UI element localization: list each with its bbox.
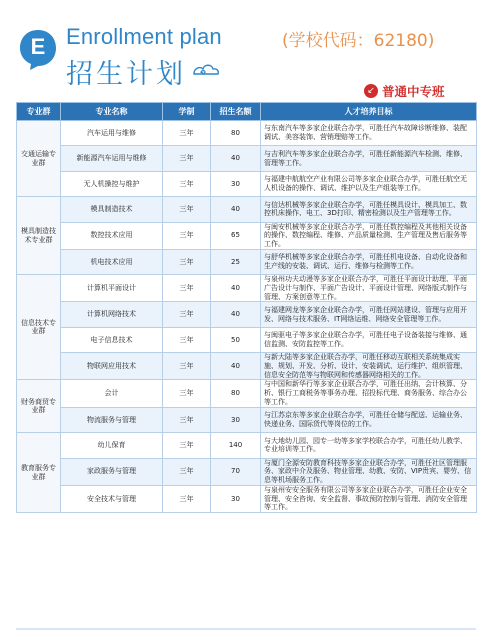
years-cell: 三年	[163, 146, 211, 171]
years-cell: 三年	[163, 222, 211, 249]
quota-cell: 40	[211, 353, 261, 380]
years-cell: 三年	[163, 197, 211, 222]
goal-cell: 与中国和新华行等多家企业联合办学，可胜任出纳、会计核算、分析、银行工商税务等事务办理、招投标代理、商务服务、综合办公等工作。	[261, 380, 477, 407]
goal-cell: 与东南汽车等多家企业联合办学，可胜任汽车故障诊断维修、装配调试、美容装饰、营销理赔等工作。	[261, 121, 477, 146]
table-row	[17, 222, 477, 249]
footer-divider	[16, 628, 476, 630]
quota-cell: 140	[211, 433, 261, 458]
goal-cell: 与福建网龙等多家企业联合办学，可胜任网站建设、管理与应用开发、网络与技术服务、IT网络运维、网络安全管理等工作。	[261, 302, 477, 327]
years-cell: 三年	[163, 302, 211, 327]
header-years: 学制	[163, 103, 211, 121]
years-cell: 三年	[163, 275, 211, 302]
quota-cell: 30	[211, 485, 261, 512]
quota-cell: 65	[211, 222, 261, 249]
table-row	[17, 302, 477, 327]
goal-cell: 与舒华机械等多家企业联合办学，可胜任机电设备、自动化设备和生产线的安装、调试、运行、维修与检测等工作。	[261, 249, 477, 274]
table-row	[17, 249, 477, 274]
goal-cell: 与泉州功夫动漫等多家企业联合办学，可胜任平面设计助理、平面广告设计与制作、平面广告设计、平面设计管理、网络版式制作与管理、方案创意等工作。	[261, 275, 477, 302]
major-cell: 计算机平面设计	[61, 275, 163, 302]
plan-label	[364, 82, 445, 100]
cloud-swirl-icon	[192, 62, 220, 78]
major-cell: 物流服务与管理	[61, 407, 163, 432]
arrow-badge-icon: ↙	[364, 84, 378, 98]
years-cell: 三年	[163, 458, 211, 485]
header-quota: 招生名额	[211, 103, 261, 121]
badge-letter: E	[30, 34, 46, 59]
quota-cell: 40	[211, 302, 261, 327]
goal-cell: 与厦门全源安防教育科技等多家企业联合办学，可胜任社区管理服务、家政中介及服务、物业管理、幼教、安防、VIP贵宾、婴劳、信息等机场服务工作。	[261, 458, 477, 485]
table-row	[17, 485, 477, 512]
major-cell: 数控技术应用	[61, 222, 163, 249]
enrollment-table	[16, 102, 477, 513]
table-row	[17, 433, 477, 458]
quota-cell: 40	[211, 275, 261, 302]
goal-cell: 与大地幼儿园、园专一幼等多家学校联合办学，可胜任幼儿教学、专业培训等工作。	[261, 433, 477, 458]
table-row	[17, 458, 477, 485]
table-row	[17, 380, 477, 407]
quota-cell: 40	[211, 197, 261, 222]
goal-cell: 与闽驱电子等多家企业联合办学，可胜任电子设备装接与维修、通信监测、安防监控等工作。	[261, 327, 477, 352]
table-row	[17, 146, 477, 171]
table-row	[17, 197, 477, 222]
goal-cell: 与吉利汽车等多家企业联合办学，可胜任新能源汽车检测、维修、管理等工作。	[261, 146, 477, 171]
table-row	[17, 275, 477, 302]
years-cell: 三年	[163, 433, 211, 458]
major-cell: 模具制造技术	[61, 197, 163, 222]
table-row	[17, 121, 477, 146]
years-cell: 三年	[163, 407, 211, 432]
goal-cell: 与闽安机械等多家企业联合办学，可胜任数控编程及其他相关设备的操作、数控编程、维修、产品质量检测、生产管理及售后服务等工作。	[261, 222, 477, 249]
major-cell: 汽车运用与维修	[61, 121, 163, 146]
table-row	[17, 407, 477, 432]
title-english: Enrollment plan	[66, 24, 222, 49]
goal-cell: 与福建中航航空产业有限公司等多家企业联合办学，可胜任航空无人机设备的操作、调试、维护以及生产组装等工作。	[261, 171, 477, 196]
major-cell: 会计	[61, 380, 163, 407]
school-code: (学校代码：62180)	[282, 31, 435, 51]
goal-cell: 与信达机械等多家企业联合办学，可胜任模具设计、模具加工、数控机床操作、电工、3D打印、精密检测以及生产管理等工作。	[261, 197, 477, 222]
years-cell: 三年	[163, 380, 211, 407]
years-cell: 三年	[163, 249, 211, 274]
major-cell: 安全技术与管理	[61, 485, 163, 512]
quota-cell: 80	[211, 380, 261, 407]
table-row	[17, 353, 477, 380]
group-cell: 交通运输专业群	[17, 121, 61, 197]
major-cell: 计算机网络技术	[61, 302, 163, 327]
header-group: 专业群	[17, 103, 61, 121]
major-cell: 无人机操控与维护	[61, 171, 163, 196]
goal-cell: 与泉州安安全服务有限公司等多家企业联合办学，可胜任企业安全管理、安全咨询、安全监督、事故预防控制与管理、消防安全管理等工作。	[261, 485, 477, 512]
group-cell: 财务商贸专业群	[17, 380, 61, 433]
quota-cell: 80	[211, 121, 261, 146]
header-goal: 人才培养目标	[261, 103, 477, 121]
page-header	[0, 0, 486, 100]
years-cell: 三年	[163, 353, 211, 380]
title-chinese: 招生计划	[66, 59, 186, 90]
quota-cell: 40	[211, 146, 261, 171]
major-cell: 家政服务与管理	[61, 458, 163, 485]
years-cell: 三年	[163, 121, 211, 146]
table-row	[17, 171, 477, 196]
table-row	[17, 327, 477, 352]
years-cell: 三年	[163, 171, 211, 196]
quota-cell: 25	[211, 249, 261, 274]
years-cell: 三年	[163, 327, 211, 352]
major-cell: 物联网应用技术	[61, 353, 163, 380]
major-cell: 电子信息技术	[61, 327, 163, 352]
e-badge-icon	[18, 28, 58, 72]
quota-cell: 30	[211, 407, 261, 432]
group-cell: 教育服务专业群	[17, 433, 61, 513]
years-cell: 三年	[163, 485, 211, 512]
group-cell: 模具制造技术专业群	[17, 197, 61, 275]
quota-cell: 30	[211, 171, 261, 196]
plan-label-text: 普通中专班	[382, 84, 445, 99]
quota-cell: 50	[211, 327, 261, 352]
major-cell: 新能源汽车运用与维修	[61, 146, 163, 171]
major-cell: 幼儿保育	[61, 433, 163, 458]
group-cell: 信息技术专业群	[17, 275, 61, 380]
header-major: 专业名称	[61, 103, 163, 121]
goal-cell: 与新大陆等多家企业联合办学，可胜任移动互联相关系统集成实施、规划、开发、分析、设计、安装调试、运行维护、组织管理、信息安全防范等与物联网和传感器网络相关的工作。	[261, 353, 477, 380]
goal-cell: 与江苏京东等多家企业联合办学，可胜任仓储与配送、运输业务、快递业务、国际货代等岗位的工作。	[261, 407, 477, 432]
major-cell: 机电技术应用	[61, 249, 163, 274]
quota-cell: 70	[211, 458, 261, 485]
table-header-row	[17, 103, 477, 121]
